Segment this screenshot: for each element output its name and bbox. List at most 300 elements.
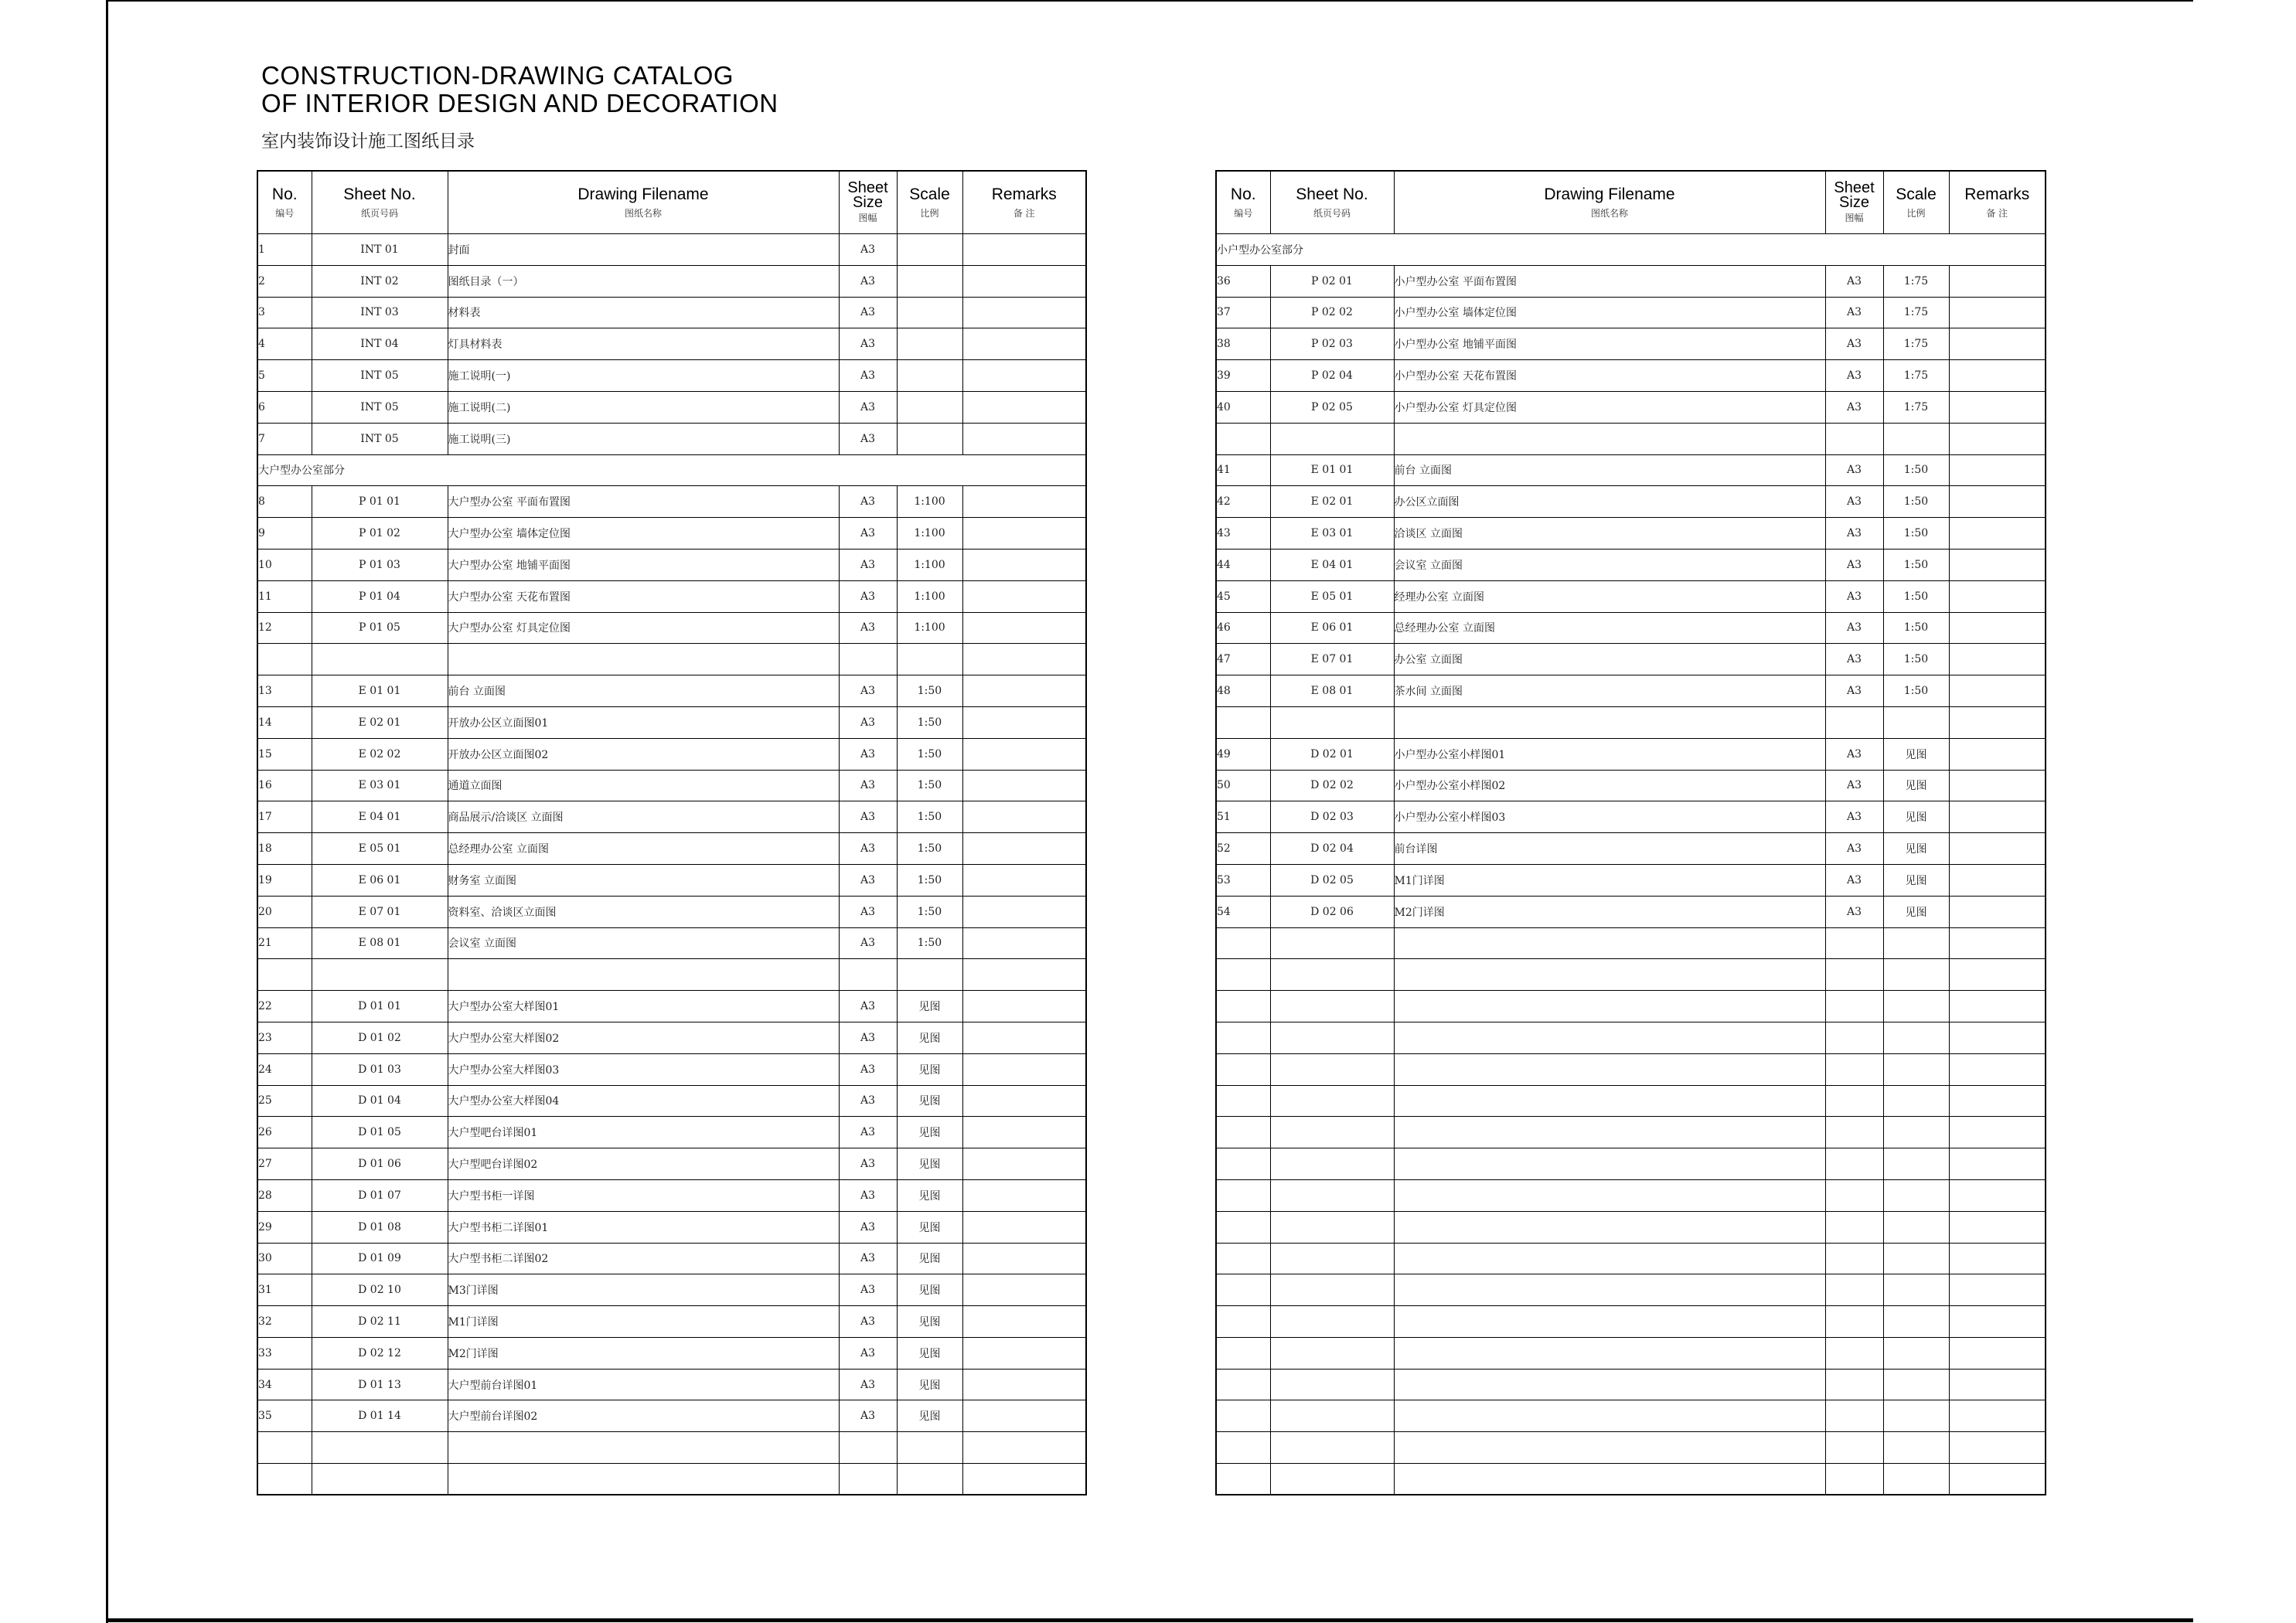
cell-no [1216, 1274, 1270, 1306]
cell-sheet-no: P 01 04 [312, 580, 448, 612]
cell-scale [1883, 1117, 1949, 1148]
cell-drawing-filename [1394, 1306, 1825, 1338]
cell-sheet-size [1825, 1274, 1883, 1306]
cell-sheet-no: E 05 01 [1270, 580, 1394, 612]
cell-scale: 1:50 [1883, 644, 1949, 675]
header-no: No. 编号 [1216, 171, 1270, 234]
cell-remarks [962, 1085, 1086, 1117]
cell-scale: 1:50 [897, 675, 962, 707]
cell-sheet-size: A3 [839, 1243, 897, 1274]
cell-remarks [1949, 896, 2046, 927]
cell-sheet-no [312, 644, 448, 675]
cell-remarks [1949, 1179, 2046, 1211]
cell-drawing-filename: 施工说明(一) [448, 360, 839, 392]
table-row [1216, 1369, 2046, 1400]
cell-drawing-filename [1394, 959, 1825, 991]
cell-sheet-no: INT 02 [312, 265, 448, 297]
cell-drawing-filename: 大户型书柜二详图02 [448, 1243, 839, 1274]
cell-drawing-filename: 总经理办公室 立面图 [448, 833, 839, 865]
cell-remarks [962, 391, 1086, 423]
cell-sheet-no: INT 04 [312, 328, 448, 360]
table-row [1216, 454, 2046, 486]
cell-no: 43 [1216, 518, 1270, 550]
cell-drawing-filename [1394, 423, 1825, 454]
cell-sheet-no [1270, 959, 1394, 991]
catalog-table-left [257, 170, 1087, 1495]
table-row [257, 1211, 1086, 1243]
cell-sheet-no: P 02 05 [1270, 391, 1394, 423]
cell-sheet-size: A3 [839, 1369, 897, 1400]
cell-sheet-size [1825, 1369, 1883, 1400]
cell-drawing-filename [1394, 1117, 1825, 1148]
table-row [257, 234, 1086, 266]
cell-remarks [1949, 770, 2046, 801]
cell-no: 32 [257, 1306, 312, 1338]
cell-sheet-size: A3 [839, 675, 897, 707]
cell-sheet-size: A3 [839, 486, 897, 518]
cell-scale: 1:75 [1883, 297, 1949, 328]
cell-scale: 1:100 [897, 612, 962, 644]
cell-remarks [962, 1464, 1086, 1495]
table-row [257, 612, 1086, 644]
cell-sheet-no: P 01 01 [312, 486, 448, 518]
cell-remarks [1949, 864, 2046, 896]
cell-remarks [1949, 1053, 2046, 1085]
header-scale: Scale 比例 [897, 171, 962, 234]
cell-scale [1883, 991, 1949, 1022]
cell-drawing-filename: 大户型前台详图01 [448, 1369, 839, 1400]
cell-sheet-size [1825, 1337, 1883, 1369]
cell-scale: 1:75 [1883, 391, 1949, 423]
cell-sheet-no: E 02 02 [312, 738, 448, 770]
cell-sheet-size: A3 [1825, 265, 1883, 297]
cell-sheet-size: A3 [1825, 297, 1883, 328]
cell-drawing-filename [1394, 1369, 1825, 1400]
cell-sheet-size: A3 [839, 580, 897, 612]
cell-sheet-no: D 01 03 [312, 1053, 448, 1085]
cell-scale [1883, 959, 1949, 991]
cell-sheet-no [1270, 1053, 1394, 1085]
cell-drawing-filename [1394, 991, 1825, 1022]
cell-no [1216, 1400, 1270, 1432]
cell-no: 31 [257, 1274, 312, 1306]
cell-scale: 见图 [1883, 864, 1949, 896]
cell-scale: 1:50 [1883, 454, 1949, 486]
cell-no [1216, 1117, 1270, 1148]
cell-sheet-no: INT 05 [312, 391, 448, 423]
cell-sheet-size: A3 [839, 991, 897, 1022]
cell-remarks [962, 1274, 1086, 1306]
cell-remarks [1949, 423, 2046, 454]
table-row [257, 991, 1086, 1022]
cell-remarks [962, 1306, 1086, 1338]
cell-drawing-filename: 大户型办公室 天花布置图 [448, 580, 839, 612]
cell-remarks [1949, 297, 2046, 328]
cell-no [1216, 1022, 1270, 1053]
cell-drawing-filename: M3门详图 [448, 1274, 839, 1306]
cell-drawing-filename: 前台 立面图 [1394, 454, 1825, 486]
cell-sheet-size: A3 [1825, 612, 1883, 644]
cell-drawing-filename: 施工说明(三) [448, 423, 839, 454]
cell-drawing-filename: 大户型办公室大样图02 [448, 1022, 839, 1053]
cell-remarks [962, 959, 1086, 991]
cell-scale [897, 391, 962, 423]
cell-drawing-filename [1394, 1337, 1825, 1369]
table-row [257, 1432, 1086, 1464]
cell-sheet-no: D 02 03 [1270, 801, 1394, 833]
cell-sheet-size [1825, 1432, 1883, 1464]
cell-scale [1883, 1211, 1949, 1243]
cell-no: 5 [257, 360, 312, 392]
cell-remarks [1949, 1337, 2046, 1369]
title-line-2: OF INTERIOR DESIGN AND DECORATION [261, 89, 778, 117]
table-row [1216, 1085, 2046, 1117]
cell-no: 13 [257, 675, 312, 707]
cell-no: 51 [1216, 801, 1270, 833]
cell-sheet-size: A3 [1825, 770, 1883, 801]
header-scale: Scale 比例 [1883, 171, 1949, 234]
cell-no: 16 [257, 770, 312, 801]
table-row [1216, 927, 2046, 959]
cell-sheet-size: A3 [839, 864, 897, 896]
table-row [257, 927, 1086, 959]
cell-no [1216, 959, 1270, 991]
table-row [257, 580, 1086, 612]
cell-sheet-no: D 01 07 [312, 1179, 448, 1211]
cell-drawing-filename: 经理办公室 立面图 [1394, 580, 1825, 612]
cell-no: 17 [257, 801, 312, 833]
cell-sheet-size: A3 [839, 549, 897, 580]
table-row [1216, 1306, 2046, 1338]
cell-sheet-size: A3 [1825, 549, 1883, 580]
cell-sheet-size [1825, 1117, 1883, 1148]
cell-sheet-no: D 02 05 [1270, 864, 1394, 896]
table-row [1216, 864, 2046, 896]
cell-scale: 见图 [897, 1211, 962, 1243]
cell-sheet-no: P 01 05 [312, 612, 448, 644]
cell-no: 26 [257, 1117, 312, 1148]
cell-sheet-size [1825, 1148, 1883, 1180]
cell-remarks [962, 1053, 1086, 1085]
cell-scale: 1:50 [897, 896, 962, 927]
cell-scale: 见图 [897, 1369, 962, 1400]
table-row [1216, 486, 2046, 518]
frame-left-border [106, 0, 108, 1623]
cell-remarks [1949, 644, 2046, 675]
cell-scale: 见图 [897, 1400, 962, 1432]
cell-remarks [1949, 927, 2046, 959]
cell-scale: 1:50 [1883, 486, 1949, 518]
cell-no: 47 [1216, 644, 1270, 675]
cell-drawing-filename: 大户型办公室大样图03 [448, 1053, 839, 1085]
cell-drawing-filename [1394, 706, 1825, 738]
table-row [257, 833, 1086, 865]
cell-drawing-filename: 开放办公区立面图02 [448, 738, 839, 770]
cell-remarks [1949, 833, 2046, 865]
table-row [257, 486, 1086, 518]
cell-scale [1883, 1022, 1949, 1053]
cell-sheet-no: INT 05 [312, 423, 448, 454]
table-row [1216, 297, 2046, 328]
cell-sheet-no [312, 1464, 448, 1495]
cell-scale: 1:50 [1883, 612, 1949, 644]
cell-scale [897, 1432, 962, 1464]
header-sheet-no: Sheet No. 纸页号码 [312, 171, 448, 234]
cell-sheet-no: D 01 13 [312, 1369, 448, 1400]
cell-sheet-size: A3 [839, 518, 897, 550]
cell-no: 54 [1216, 896, 1270, 927]
cell-remarks [1949, 1085, 2046, 1117]
cell-sheet-size: A3 [1825, 328, 1883, 360]
cell-sheet-size [1825, 1053, 1883, 1085]
cell-remarks [962, 864, 1086, 896]
table-row [1216, 1148, 2046, 1180]
cell-sheet-no: D 01 09 [312, 1243, 448, 1274]
cell-scale [897, 265, 962, 297]
cell-drawing-filename: 洽谈区 立面图 [1394, 518, 1825, 550]
cell-scale: 1:50 [897, 927, 962, 959]
cell-sheet-no: E 02 01 [312, 706, 448, 738]
cell-drawing-filename: 总经理办公室 立面图 [1394, 612, 1825, 644]
cell-sheet-no [1270, 1400, 1394, 1432]
cell-no: 8 [257, 486, 312, 518]
table-row [1216, 1400, 2046, 1432]
cell-scale [897, 644, 962, 675]
table-row [257, 1022, 1086, 1053]
cell-remarks [962, 801, 1086, 833]
cell-remarks [962, 549, 1086, 580]
cell-sheet-no: P 02 03 [1270, 328, 1394, 360]
cell-remarks [962, 518, 1086, 550]
cell-sheet-no: INT 05 [312, 360, 448, 392]
table-row [257, 1243, 1086, 1274]
cell-no: 3 [257, 297, 312, 328]
cell-remarks [1949, 1464, 2046, 1495]
table-row [1216, 423, 2046, 454]
cell-sheet-size: A3 [839, 801, 897, 833]
table-row [257, 959, 1086, 991]
cell-sheet-no: D 01 08 [312, 1211, 448, 1243]
table-row [1216, 1274, 2046, 1306]
cell-sheet-no [1270, 1085, 1394, 1117]
section-row [257, 454, 1086, 486]
table-row [1216, 959, 2046, 991]
cell-drawing-filename: 办公区立面图 [1394, 486, 1825, 518]
table-row [257, 328, 1086, 360]
cell-sheet-size: A3 [839, 1211, 897, 1243]
table-row [257, 1053, 1086, 1085]
cell-scale: 1:100 [897, 486, 962, 518]
header-sheet-size: Sheet Size 图幅 [839, 171, 897, 234]
cell-sheet-size: A3 [839, 1053, 897, 1085]
cell-sheet-no: E 06 01 [1270, 612, 1394, 644]
cell-remarks [1949, 549, 2046, 580]
table-row [1216, 675, 2046, 707]
cell-sheet-size: A3 [839, 1117, 897, 1148]
table-row [257, 801, 1086, 833]
cell-sheet-no: D 02 01 [1270, 738, 1394, 770]
cell-scale [1883, 1337, 1949, 1369]
cell-no [1216, 1369, 1270, 1400]
cell-no [1216, 706, 1270, 738]
cell-drawing-filename: 小户型办公室 墙体定位图 [1394, 297, 1825, 328]
cell-sheet-no [1270, 1022, 1394, 1053]
cell-scale [897, 959, 962, 991]
cell-remarks [962, 991, 1086, 1022]
cell-sheet-size [1825, 927, 1883, 959]
cell-sheet-no [1270, 1179, 1394, 1211]
cell-remarks [1949, 1243, 2046, 1274]
cell-drawing-filename: 材料表 [448, 297, 839, 328]
cell-sheet-no: D 01 04 [312, 1085, 448, 1117]
table-row [1216, 738, 2046, 770]
cell-drawing-filename [448, 959, 839, 991]
cell-sheet-no: E 01 01 [312, 675, 448, 707]
table-row [1216, 896, 2046, 927]
cell-sheet-no [1270, 706, 1394, 738]
cell-scale: 1:75 [1883, 360, 1949, 392]
cell-drawing-filename [1394, 927, 1825, 959]
cell-sheet-no: P 02 04 [1270, 360, 1394, 392]
cell-remarks [962, 423, 1086, 454]
cell-drawing-filename: 大户型书柜一详图 [448, 1179, 839, 1211]
table-row [1216, 644, 2046, 675]
cell-no: 33 [257, 1337, 312, 1369]
cell-no: 41 [1216, 454, 1270, 486]
cell-remarks [962, 612, 1086, 644]
cell-scale: 1:50 [1883, 675, 1949, 707]
cell-no: 19 [257, 864, 312, 896]
cell-scale: 1:50 [897, 706, 962, 738]
cell-sheet-size [1825, 1400, 1883, 1432]
cell-remarks [962, 1400, 1086, 1432]
catalog-table-right [1215, 170, 2046, 1495]
cell-no: 21 [257, 927, 312, 959]
cell-sheet-size: A3 [1825, 580, 1883, 612]
table-row [1216, 1464, 2046, 1495]
cell-sheet-size: A3 [839, 1337, 897, 1369]
cell-remarks [1949, 1211, 2046, 1243]
table-row [257, 896, 1086, 927]
cell-remarks [962, 1369, 1086, 1400]
cell-scale: 1:100 [897, 580, 962, 612]
cell-sheet-no: D 01 01 [312, 991, 448, 1022]
cell-sheet-no: E 03 01 [312, 770, 448, 801]
cell-drawing-filename: 会议室 立面图 [448, 927, 839, 959]
cell-remarks [962, 360, 1086, 392]
cell-sheet-size: A3 [839, 360, 897, 392]
cell-sheet-size: A3 [839, 738, 897, 770]
cell-scale [1883, 1179, 1949, 1211]
table-row [1216, 801, 2046, 833]
cell-no: 53 [1216, 864, 1270, 896]
cell-scale: 见图 [897, 1148, 962, 1180]
cell-no [1216, 1179, 1270, 1211]
cell-sheet-size [1825, 1085, 1883, 1117]
cell-sheet-no: E 08 01 [312, 927, 448, 959]
table-row [1216, 360, 2046, 392]
table-row [1216, 549, 2046, 580]
cell-remarks [1949, 675, 2046, 707]
cell-drawing-filename: 通道立面图 [448, 770, 839, 801]
cell-scale: 见图 [1883, 770, 1949, 801]
cell-sheet-no [1270, 1464, 1394, 1495]
cell-drawing-filename: 资料室、洽谈区立面图 [448, 896, 839, 927]
cell-remarks [1949, 1432, 2046, 1464]
cell-sheet-size: A3 [839, 234, 897, 266]
cell-scale: 1:50 [1883, 518, 1949, 550]
cell-remarks [1949, 1117, 2046, 1148]
cell-sheet-size: A3 [839, 896, 897, 927]
cell-sheet-no: P 01 02 [312, 518, 448, 550]
cell-scale [897, 234, 962, 266]
cell-drawing-filename [1394, 1464, 1825, 1495]
cell-remarks [1949, 518, 2046, 550]
cell-remarks [1949, 1306, 2046, 1338]
cell-sheet-size [839, 644, 897, 675]
cell-no: 48 [1216, 675, 1270, 707]
cell-drawing-filename: 大户型办公室 平面布置图 [448, 486, 839, 518]
cell-scale: 见图 [897, 1085, 962, 1117]
cell-scale [1883, 1306, 1949, 1338]
cell-remarks [962, 896, 1086, 927]
cell-scale [1883, 1243, 1949, 1274]
cell-sheet-size [1825, 1022, 1883, 1053]
header-no: No. 编号 [257, 171, 312, 234]
table-row [1216, 1179, 2046, 1211]
cell-scale: 1:50 [897, 833, 962, 865]
header-drawing-filename: Drawing Filename 图纸名称 [448, 171, 839, 234]
cell-drawing-filename: 办公室 立面图 [1394, 644, 1825, 675]
cell-sheet-size: A3 [1825, 486, 1883, 518]
cell-drawing-filename: 施工说明(二) [448, 391, 839, 423]
cell-drawing-filename: M1门详图 [448, 1306, 839, 1338]
cell-remarks [962, 833, 1086, 865]
header-drawing-filename: Drawing Filename 图纸名称 [1394, 171, 1825, 234]
cell-sheet-no: E 01 01 [1270, 454, 1394, 486]
cell-scale: 1:75 [1883, 328, 1949, 360]
cell-sheet-no [1270, 1148, 1394, 1180]
cell-sheet-no [1270, 1337, 1394, 1369]
cell-no: 29 [257, 1211, 312, 1243]
cell-scale [1883, 1432, 1949, 1464]
cell-sheet-size: A3 [1825, 454, 1883, 486]
table-row [1216, 1243, 2046, 1274]
cell-sheet-no: D 02 04 [1270, 833, 1394, 865]
table-row [1216, 1117, 2046, 1148]
section-row [1216, 234, 2046, 266]
cell-no: 10 [257, 549, 312, 580]
table-row [1216, 1337, 2046, 1369]
cell-scale [897, 360, 962, 392]
cell-drawing-filename: 大户型办公室大样图04 [448, 1085, 839, 1117]
cell-drawing-filename [1394, 1400, 1825, 1432]
table-row [257, 423, 1086, 454]
cell-sheet-no: INT 03 [312, 297, 448, 328]
cell-drawing-filename [1394, 1211, 1825, 1243]
cell-no: 24 [257, 1053, 312, 1085]
cell-sheet-size: A3 [839, 1022, 897, 1053]
cell-scale [1883, 927, 1949, 959]
cell-no: 36 [1216, 265, 1270, 297]
cell-no [1216, 991, 1270, 1022]
cell-remarks [1949, 265, 2046, 297]
cell-scale [1883, 1053, 1949, 1085]
table-row [1216, 706, 2046, 738]
cell-no: 37 [1216, 297, 1270, 328]
title-block [261, 62, 778, 152]
cell-drawing-filename: 图纸目录（一） [448, 265, 839, 297]
